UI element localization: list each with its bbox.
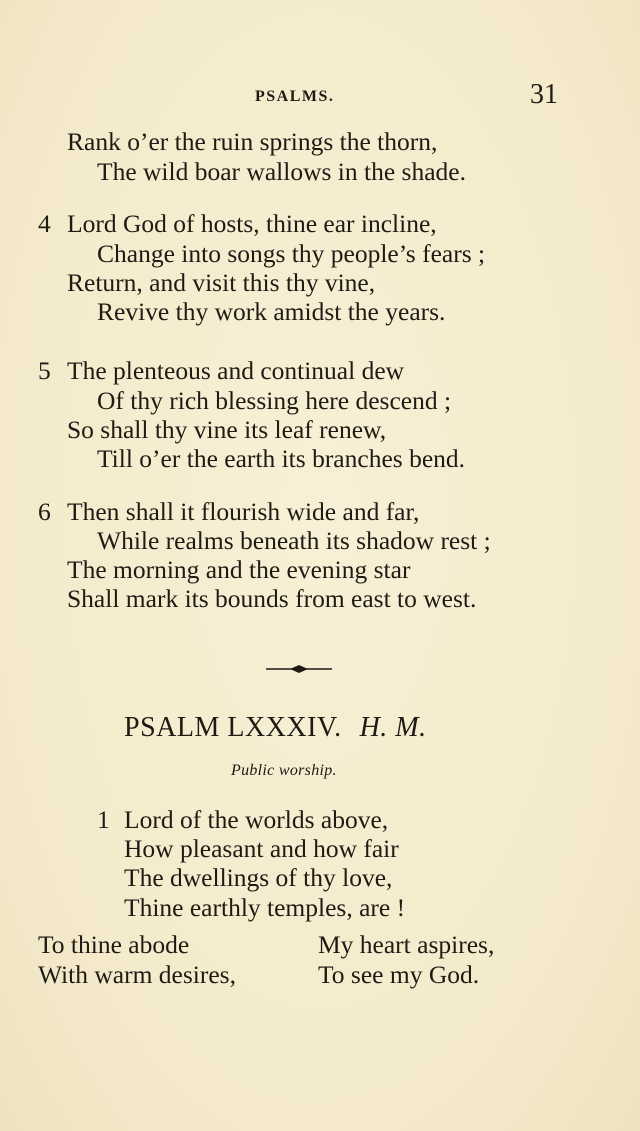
stanza-number: 5 (38, 356, 51, 385)
verse-line: Revive thy work amidst the years. (97, 297, 446, 326)
refrain-line-left: With warm desires, (38, 960, 236, 989)
verse-line: Change into songs thy people’s fears ; (97, 239, 486, 268)
psalm-title (124, 712, 427, 744)
running-head (0, 79, 640, 112)
verse-line: The morning and the evening star (67, 555, 411, 584)
stanza-number: 6 (38, 497, 51, 526)
verse-line: So shall thy vine its leaf renew, (67, 415, 387, 444)
verse-line: Lord God of hosts, thine ear incline, (67, 209, 437, 238)
ornament-rule-icon (266, 663, 332, 675)
verse-line: While realms beneath its shadow rest ; (97, 526, 491, 555)
running-title: PSALMS. (255, 88, 335, 105)
refrain-line-right: To see my God. (318, 960, 480, 989)
stanza-number: 4 (38, 209, 51, 238)
refrain-line-left: To thine abode (38, 930, 190, 959)
verse-line: Thine earthly temples, are ! (124, 893, 406, 922)
stanza-number: 1 (97, 805, 110, 834)
verse-line: How pleasant and how fair (124, 834, 399, 863)
verse-line: Of thy rich blessing here descend ; (97, 386, 452, 415)
verse-line: Rank o’er the ruin springs the thorn, (67, 127, 438, 156)
psalm-subtitle: Public worship. (231, 762, 337, 779)
verse-line: Lord of the worlds above, (124, 805, 389, 834)
verse-line: The plenteous and continual dew (67, 356, 405, 385)
refrain-line-right: My heart aspires, (318, 930, 495, 959)
psalm-meter: H. M. (359, 712, 427, 743)
verse-line: The dwellings of thy love, (124, 863, 393, 892)
psalm-number-title: PSALM LXXXIV. (124, 712, 342, 743)
verse-line: Then shall it flourish wide and far, (67, 497, 420, 526)
verse-line: Till o’er the earth its branches bend. (97, 444, 466, 473)
verse-line: Return, and visit this thy vine, (67, 268, 376, 297)
verse-line: The wild boar wallows in the shade. (97, 157, 466, 186)
verse-line: Shall mark its bounds from east to west. (67, 584, 477, 613)
page-number: 31 (530, 79, 558, 110)
